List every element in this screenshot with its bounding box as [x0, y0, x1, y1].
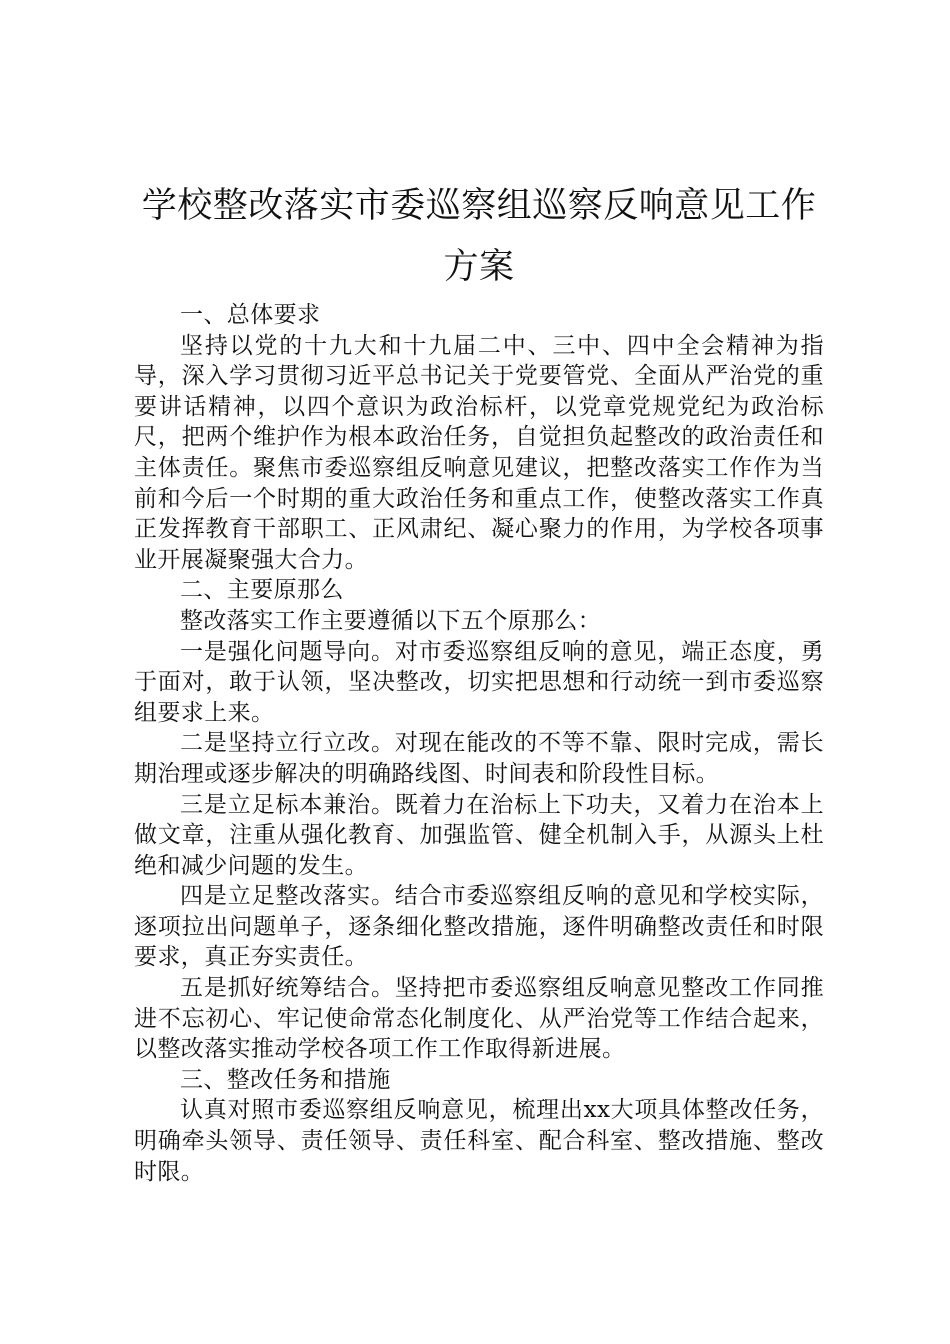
- paragraph-principle-3: 三是立足标本兼治。既着力在治标上下功夫，又着力在治本上做文章，注重从强化教育、加强监管、健全机制入手，从源头上杜绝和减少问题的发生。: [134, 791, 824, 879]
- paragraph-principles-intro: 整改落实工作主要遵循以下五个原那么：: [180, 607, 602, 634]
- section-heading-2: 二、主要原那么: [180, 577, 344, 604]
- document-title: [134, 176, 824, 298]
- section-heading-3: 三、整改任务和措施: [180, 1066, 391, 1093]
- paragraph-general-requirements: 坚持以党的十九大和十九届二中、三中、四中全会精神为指导，深入学习贯彻习近平总书记关于党要管党、全面从严治党的重要讲话精神，以四个意识为政治标杆，以党章党规党纪为政治标尺，把两个维护作为根本政治任务，自觉担负起整改的政治责任和主体责任。聚焦市委巡察组反响意见建议，把整改落实工作作为当前和今后一个时期的重大政治任务和重点工作，使整改落实工作真正发挥教育干部职工、正风肃纪、凝心聚力的作用，为学校各项事业开展凝聚强大合力。: [134, 332, 824, 573]
- paragraph-principle-1: 一是强化问题导向。对市委巡察组反响的意见，端正态度，勇于面对，敢于认领，坚决整改，切实把思想和行动统一到市委巡察组要求上来。: [134, 638, 824, 726]
- paragraph-tasks-measures: 认真对照市委巡察组反响意见，梳理出xx大项具体整改任务，明确牵头领导、责任领导、责任科室、配合科室、整改措施、整改时限。: [134, 1097, 824, 1185]
- document-content: [134, 176, 824, 1187]
- paragraph-principle-5: 五是抓好统筹结合。坚持把市委巡察组反响意见整改工作同推进不忘初心、牢记使命常态化制度化、从严治党等工作结合起来，以整改落实推动学校各项工作工作取得新进展。: [134, 975, 824, 1063]
- title-line-2: 方案: [443, 247, 515, 287]
- section-heading-1: 一、总体要求: [180, 302, 321, 328]
- paragraph-principle-2: 二是坚持立行立改。对现在能改的不等不靠、限时完成，需长期治理或逐步解决的明确路线图、时间表和阶段性目标。: [134, 730, 824, 787]
- document-body: [134, 300, 824, 1187]
- paragraph-principle-4: 四是立足整改落实。结合市委巡察组反响的意见和学校实际，逐项拉出问题单子，逐条细化整改措施，逐件明确整改责任和时限要求，真正夯实责任。: [134, 883, 824, 971]
- title-line-1: 学校整改落实市委巡察组巡察反响意见工作: [141, 186, 817, 226]
